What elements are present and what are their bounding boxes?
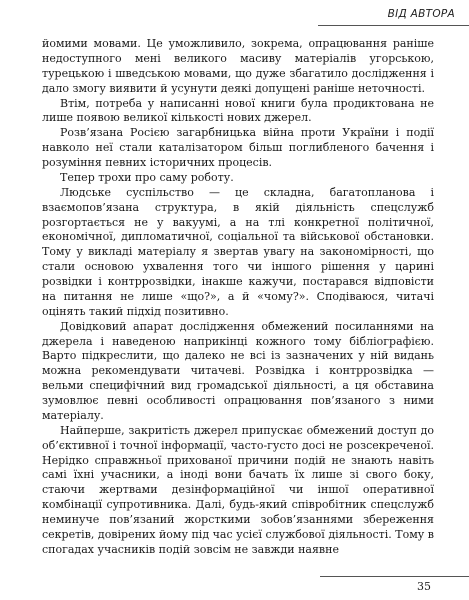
body-text (42, 37, 434, 558)
paragraph-3: Розв’язана Росією загарбницька війна проти України і події навколо неї стали каталізатором більш поглибленого бачення і розуміння певних історичних процесів. (42, 126, 434, 169)
paragraph-6: Довідковий апарат дослідження обмежений посиланнями на джерела і наведеною наприкінці кожного тому бібліографією. Варто підкреслити, що далеко не всі із зазначених у ній видань можна рекомендувати читачеві. Розвідка і контррозвідка — вельми специфічний вид громадської діяльності, а ця обставина зумовлює певні особливості опрацювання пов’язаного з ними матеріалу. (42, 319, 434, 422)
page-number: 35 (417, 580, 431, 593)
paragraph-5: Людське суспільство — це складна, багатопланова і взаємопов’язана структура, в якій діяльність спецслужб розгортається не у вакуумі, а на тлі конкретної політичної, економічної, дипломатичної, соціальної та військової обстановки. Тому у викладі матеріалу я звертав увагу на закономірності, що стали основою ухвалення того чи іншого рішення у царині розвідки і контррозвідки, інакше кажучи, постарався відповісти на питання не лише «що?», а й «чому?». Сподіваюся, читачі оцінять такий підхід позитивно. (42, 185, 434, 318)
header-rule (318, 25, 469, 26)
footer-rule (320, 576, 469, 577)
running-header: ВІД АВТОРА (387, 8, 455, 20)
paragraph-2: Втім, потреба у написанні нової книги була продиктована не лише появою великої кількості нових джерел. (42, 96, 434, 125)
paragraph-4: Тепер трохи про саму роботу. (60, 170, 234, 184)
paragraph-1: йомими мовами. Це уможливило, зокрема, опрацювання раніше недоступного мені великого масиву матеріалів угорською, турецькою і шведською мовами, що дуже збагатило дослідження і дало змогу виявити й усунути деякі допущені раніше неточності. (42, 37, 434, 95)
paragraph-7: Найперше, закритість джерел припускає обмежений доступ до об’єктивної і точної інформації, часто-густо досі не розсекреченої. Нерідко справжньої прихованої причини подій не знають навіть самі їхні учасники, а іноді вони бачать їх лише зі свого боку, стаючи жертвами дезінформаційної чи іншої оперативної комбінації супротивника. Далі, будь-який співробітник спецслужб неминуче пов’язаний жорсткими зобов’язаннями збереження секретів, довірених йому під час усієї службової діяльності. Тому в спогадах учасників подій зовсім не завжди наявне (42, 423, 434, 556)
